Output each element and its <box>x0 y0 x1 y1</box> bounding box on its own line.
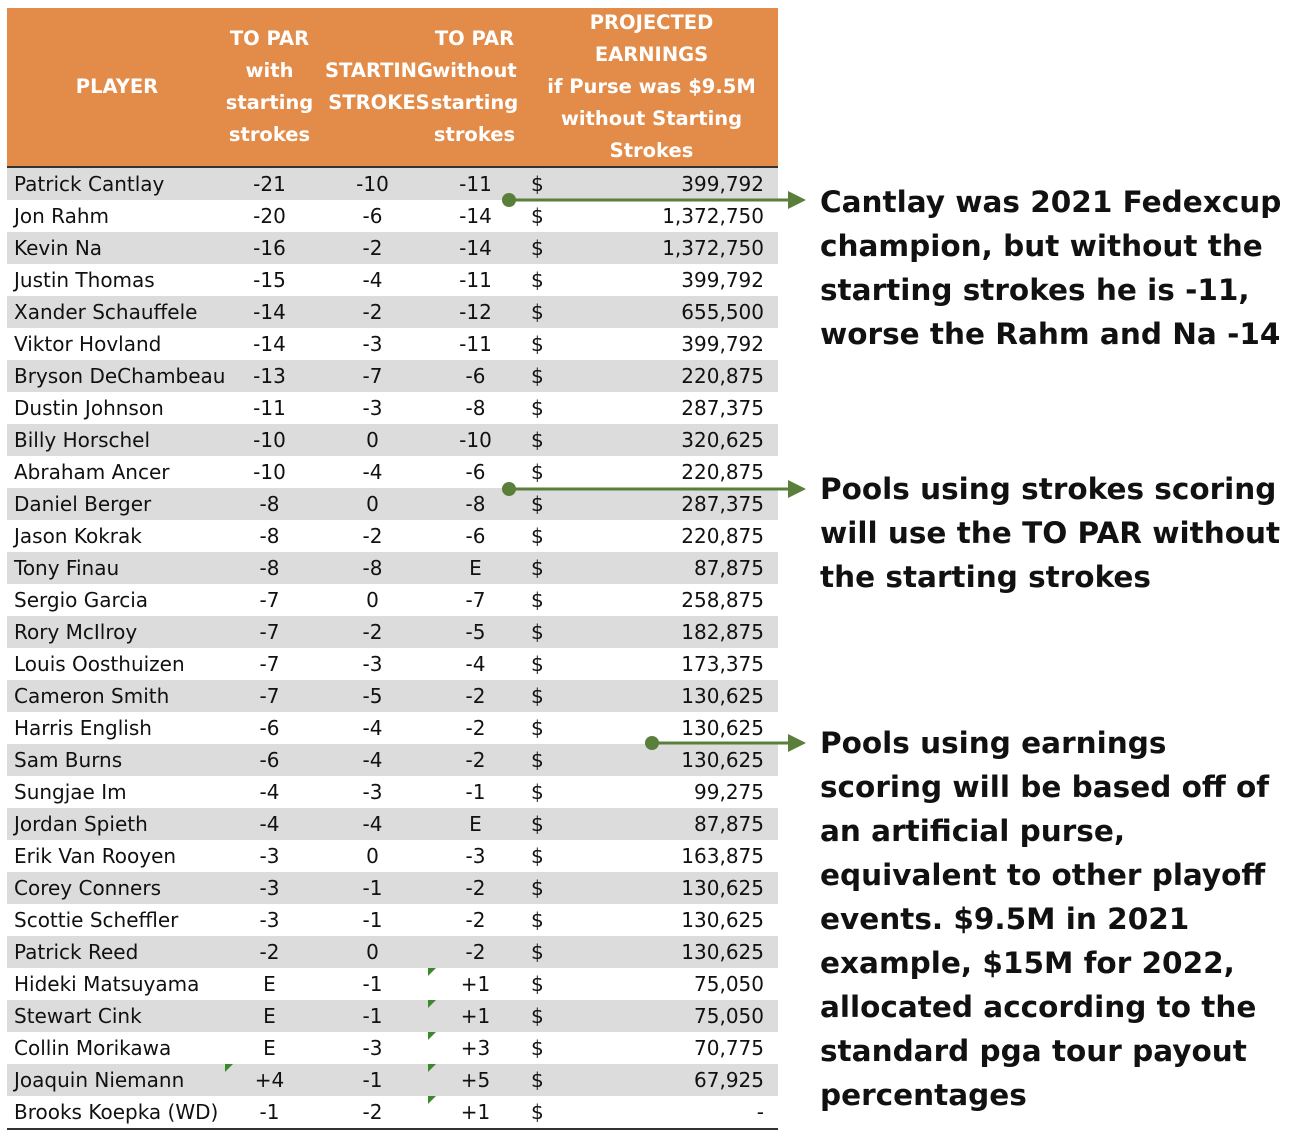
to-par-with-cell: -14 <box>253 332 286 356</box>
earnings-cell: 87,875 <box>694 812 764 836</box>
to-par-without-cell: -6 <box>465 524 486 548</box>
to-par-with-cell: -15 <box>253 268 286 292</box>
player-name: Hideki Matsuyama <box>14 972 200 996</box>
currency-symbol: $ <box>531 1068 544 1092</box>
player-name: Viktor Hovland <box>14 332 162 356</box>
currency-symbol: $ <box>531 172 544 196</box>
player-name: Bryson DeChambeau <box>14 364 226 388</box>
player-name: Corey Conners <box>14 876 161 900</box>
currency-symbol: $ <box>531 716 544 740</box>
to-par-without-cell: +1 <box>460 972 491 996</box>
to-par-with-cell: -3 <box>259 844 280 868</box>
currency-symbol: $ <box>531 428 544 452</box>
earnings-cell: 75,050 <box>694 972 764 996</box>
to-par-without-cell: -4 <box>465 652 486 676</box>
to-par-without-cell: -3 <box>465 844 486 868</box>
to-par-with-cell: -7 <box>259 620 280 644</box>
earnings-cell: 287,375 <box>681 492 764 516</box>
player-name: Dustin Johnson <box>14 396 164 420</box>
to-par-without-cell: -5 <box>465 620 486 644</box>
currency-symbol: $ <box>531 332 544 356</box>
to-par-with-cell: E <box>263 1004 276 1028</box>
player-name: Rory McIlroy <box>14 620 138 644</box>
currency-symbol: $ <box>531 460 544 484</box>
to-par-with-cell: -6 <box>259 748 280 772</box>
currency-symbol: $ <box>531 236 544 260</box>
to-par-without-cell: -2 <box>465 876 486 900</box>
player-name: Brooks Koepka (WD) <box>14 1100 219 1124</box>
to-par-without-cell: +1 <box>460 1100 491 1124</box>
currency-symbol: $ <box>531 1004 544 1028</box>
to-par-without-cell: -2 <box>465 940 486 964</box>
currency-symbol: $ <box>531 364 544 388</box>
to-par-without-cell: +5 <box>460 1068 491 1092</box>
starting-strokes-cell: -1 <box>362 1068 383 1092</box>
earnings-cell: 67,925 <box>694 1068 764 1092</box>
player-name: Louis Oosthuizen <box>14 652 185 676</box>
starting-strokes-cell: -1 <box>362 876 383 900</box>
earnings-cell: 130,625 <box>681 748 764 772</box>
to-par-without-cell: -2 <box>465 684 486 708</box>
to-par-without-cell: +3 <box>460 1036 491 1060</box>
to-par-with-cell: +4 <box>254 1068 285 1092</box>
currency-symbol: $ <box>531 780 544 804</box>
earnings-cell: 75,050 <box>694 1004 764 1028</box>
starting-strokes-cell: -3 <box>362 780 383 804</box>
earnings-cell: 130,625 <box>681 940 764 964</box>
player-name: Xander Schauffele <box>14 300 198 324</box>
to-par-with-cell: -8 <box>259 556 280 580</box>
header-starting-strokes: STARTING STROKES <box>325 59 433 114</box>
to-par-without-cell: E <box>469 556 482 580</box>
to-par-with-cell: -3 <box>259 876 280 900</box>
to-par-without-cell: -11 <box>459 332 492 356</box>
earnings-cell: 99,275 <box>694 780 764 804</box>
earnings-cell: 87,875 <box>694 556 764 580</box>
to-par-with-cell: -2 <box>259 940 280 964</box>
earnings-cell: 70,775 <box>694 1036 764 1060</box>
to-par-with-cell: -21 <box>253 172 286 196</box>
currency-symbol: $ <box>531 844 544 868</box>
to-par-with-cell: -8 <box>259 524 280 548</box>
to-par-with-cell: -7 <box>259 652 280 676</box>
currency-symbol: $ <box>531 492 544 516</box>
currency-symbol: $ <box>531 620 544 644</box>
currency-symbol: $ <box>531 1036 544 1060</box>
earnings-cell: 1,372,750 <box>662 236 764 260</box>
currency-symbol: $ <box>531 204 544 228</box>
player-name: Jordan Spieth <box>14 812 148 836</box>
starting-strokes-cell: -4 <box>362 716 383 740</box>
starting-strokes-cell: 0 <box>366 428 379 452</box>
annotation-cantlay: Cantlay was 2021 Fedexcup champion, but without the starting strokes he is -11, worse the Rahm and Na -14 <box>820 185 1282 351</box>
starting-strokes-cell: -7 <box>362 364 383 388</box>
earnings-cell: 655,500 <box>681 300 764 324</box>
player-name: Cameron Smith <box>14 684 170 708</box>
to-par-with-cell: E <box>263 972 276 996</box>
header-to-par-without: TO PAR without starting strokes <box>430 27 519 146</box>
to-par-without-cell: -7 <box>465 588 486 612</box>
starting-strokes-cell: -2 <box>362 1100 383 1124</box>
to-par-without-cell: -12 <box>459 300 492 324</box>
arrow-earnings-scoring <box>645 734 806 752</box>
to-par-with-cell: -1 <box>259 1100 280 1124</box>
player-name: Patrick Reed <box>14 940 139 964</box>
starting-strokes-cell: -3 <box>362 652 383 676</box>
starting-strokes-cell: 0 <box>366 844 379 868</box>
starting-strokes-cell: 0 <box>366 492 379 516</box>
to-par-with-cell: -16 <box>253 236 286 260</box>
earnings-cell: 320,625 <box>681 428 764 452</box>
currency-symbol: $ <box>531 940 544 964</box>
player-name: Joaquin Niemann <box>14 1068 185 1092</box>
currency-symbol: $ <box>531 876 544 900</box>
earnings-cell: 182,875 <box>681 620 764 644</box>
currency-symbol: $ <box>531 972 544 996</box>
earnings-cell: 173,375 <box>681 652 764 676</box>
to-par-without-cell: -14 <box>459 236 492 260</box>
to-par-with-cell: -7 <box>259 684 280 708</box>
to-par-with-cell: E <box>263 1036 276 1060</box>
starting-strokes-cell: -3 <box>362 396 383 420</box>
starting-strokes-cell: -1 <box>362 1004 383 1028</box>
starting-strokes-cell: -8 <box>362 556 383 580</box>
to-par-without-cell: -2 <box>465 908 486 932</box>
currency-symbol: $ <box>531 1100 544 1124</box>
to-par-without-cell: +1 <box>460 1004 491 1028</box>
currency-symbol: $ <box>531 812 544 836</box>
player-name: Collin Morikawa <box>14 1036 172 1060</box>
earnings-cell: 1,372,750 <box>662 204 764 228</box>
header-to-par-with: TO PAR with starting strokes <box>225 27 314 146</box>
to-par-without-cell: -8 <box>465 492 486 516</box>
to-par-with-cell: -6 <box>259 716 280 740</box>
starting-strokes-cell: -10 <box>356 172 389 196</box>
player-name: Erik Van Rooyen <box>14 844 177 868</box>
earnings-cell: 287,375 <box>681 396 764 420</box>
to-par-with-cell: -3 <box>259 908 280 932</box>
earnings-cell: 220,875 <box>681 524 764 548</box>
to-par-with-cell: -8 <box>259 492 280 516</box>
starting-strokes-cell: -2 <box>362 524 383 548</box>
currency-symbol: $ <box>531 684 544 708</box>
to-par-with-cell: -7 <box>259 588 280 612</box>
annotation-earnings-scoring: Pools using earnings scoring will be based off of an artificial purse, equivalent to other playoff events. $9.5M in 2021 example, $15M for 2022, allocated according to the standard pga tour payout percentages <box>820 726 1270 1112</box>
starting-strokes-cell: -4 <box>362 460 383 484</box>
to-par-without-cell: -1 <box>465 780 486 804</box>
to-par-with-cell: -13 <box>253 364 286 388</box>
currency-symbol: $ <box>531 556 544 580</box>
player-name: Patrick Cantlay <box>14 172 165 196</box>
player-name: Abraham Ancer <box>14 460 170 484</box>
earnings-cell: 399,792 <box>681 332 764 356</box>
to-par-with-cell: -10 <box>253 428 286 452</box>
to-par-without-cell: -6 <box>465 364 486 388</box>
earnings-cell: 130,625 <box>681 716 764 740</box>
starting-strokes-cell: -3 <box>362 332 383 356</box>
player-name: Jon Rahm <box>14 204 110 228</box>
player-name: Kevin Na <box>14 236 103 260</box>
player-name: Harris English <box>14 716 152 740</box>
to-par-with-cell: -4 <box>259 812 280 836</box>
earnings-cell: 220,875 <box>681 364 764 388</box>
earnings-cell: 130,625 <box>681 908 764 932</box>
currency-symbol: $ <box>531 396 544 420</box>
earnings-cell: 163,875 <box>681 844 764 868</box>
header-projected-earnings: PROJECTED EARNINGS if Purse was $9.5M without Starting Strokes <box>547 11 756 162</box>
earnings-cell: - <box>756 1100 764 1124</box>
player-name: Billy Horschel <box>14 428 151 452</box>
player-name: Sergio Garcia <box>14 588 149 612</box>
starting-strokes-cell: -4 <box>362 748 383 772</box>
starting-strokes-cell: 0 <box>366 588 379 612</box>
currency-symbol: $ <box>531 300 544 324</box>
to-par-without-cell: -6 <box>465 460 486 484</box>
player-name: Tony Finau <box>14 556 120 580</box>
annotation-strokes-scoring: Pools using strokes scoring will use the TO PAR without the starting strokes <box>820 472 1281 594</box>
to-par-without-cell: -14 <box>459 204 492 228</box>
player-name: Justin Thomas <box>14 268 155 292</box>
starting-strokes-cell: -5 <box>362 684 383 708</box>
currency-symbol: $ <box>531 908 544 932</box>
header-player: PLAYER <box>75 75 159 98</box>
earnings-cell: 258,875 <box>681 588 764 612</box>
to-par-with-cell: -14 <box>253 300 286 324</box>
currency-symbol: $ <box>531 652 544 676</box>
to-par-without-cell: -10 <box>459 428 492 452</box>
earnings-cell: 220,875 <box>681 460 764 484</box>
starting-strokes-cell: -2 <box>362 620 383 644</box>
starting-strokes-cell: -4 <box>362 812 383 836</box>
starting-strokes-cell: -4 <box>362 268 383 292</box>
to-par-with-cell: -4 <box>259 780 280 804</box>
to-par-with-cell: -10 <box>253 460 286 484</box>
to-par-without-cell: -2 <box>465 748 486 772</box>
currency-symbol: $ <box>531 524 544 548</box>
earnings-cell: 399,792 <box>681 172 764 196</box>
starting-strokes-cell: -6 <box>362 204 383 228</box>
earnings-cell: 130,625 <box>681 684 764 708</box>
to-par-without-cell: -11 <box>459 172 492 196</box>
earnings-cell: 399,792 <box>681 268 764 292</box>
currency-symbol: $ <box>531 268 544 292</box>
player-name: Stewart Cink <box>14 1004 142 1028</box>
player-name: Daniel Berger <box>14 492 152 516</box>
to-par-without-cell: -2 <box>465 716 486 740</box>
arrow-strokes-scoring <box>502 480 806 498</box>
starting-strokes-cell: -1 <box>362 972 383 996</box>
starting-strokes-cell: 0 <box>366 940 379 964</box>
to-par-without-cell: -8 <box>465 396 486 420</box>
to-par-with-cell: -20 <box>253 204 286 228</box>
to-par-with-cell: -11 <box>253 396 286 420</box>
player-name: Sungjae Im <box>14 780 127 804</box>
currency-symbol: $ <box>531 748 544 772</box>
starting-strokes-cell: -2 <box>362 236 383 260</box>
arrow-cantlay <box>502 191 806 209</box>
starting-strokes-cell: -3 <box>362 1036 383 1060</box>
to-par-without-cell: E <box>469 812 482 836</box>
earnings-cell: 130,625 <box>681 876 764 900</box>
starting-strokes-cell: -2 <box>362 300 383 324</box>
currency-symbol: $ <box>531 588 544 612</box>
player-name: Scottie Scheffler <box>14 908 179 932</box>
player-name: Jason Kokrak <box>14 524 142 548</box>
starting-strokes-cell: -1 <box>362 908 383 932</box>
to-par-without-cell: -11 <box>459 268 492 292</box>
player-name: Sam Burns <box>14 748 123 772</box>
